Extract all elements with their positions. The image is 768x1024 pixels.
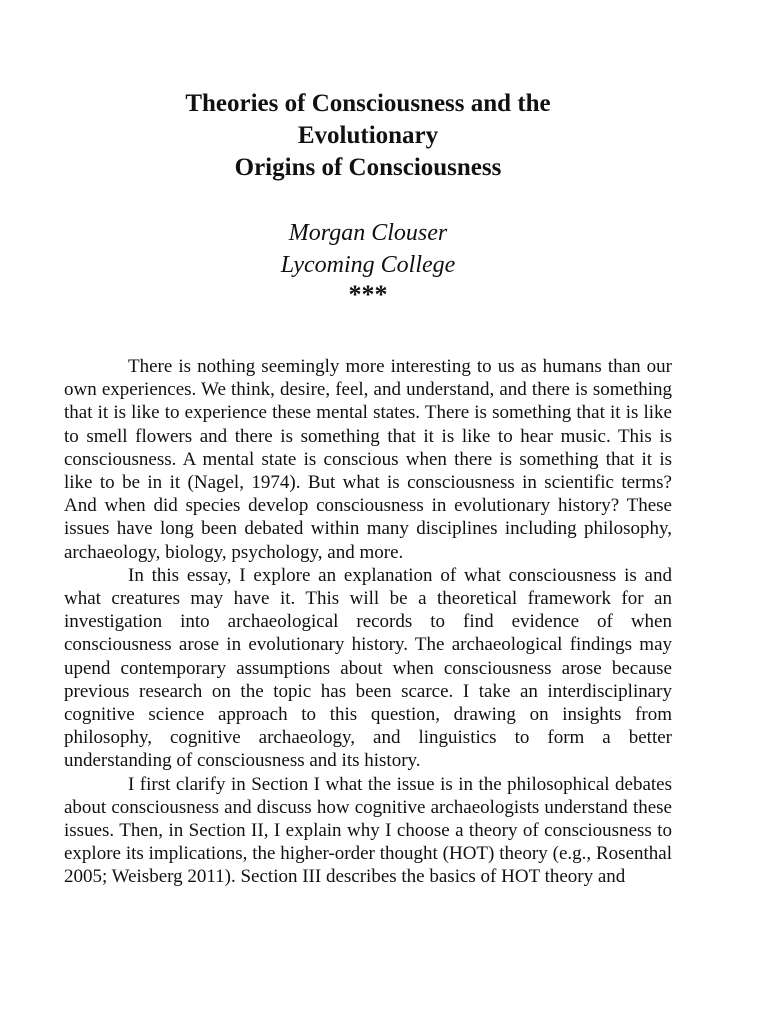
- paper-title: [60, 88, 676, 184]
- body-paragraph: I first clarify in Section I what the issue is in the philosophical debates about consciousness and discuss how cognitive archaeologists understand these issues. Then, in Section II, I explain why I choose a theory of consciousness to explore its implications, the higher-order thought (HOT) theory (e.g., Rosenthal 2005; Weisberg 2011). Section III describes the basics of HOT theory and: [64, 773, 672, 888]
- section-divider: ***: [348, 280, 388, 309]
- author-affiliation: Lycoming College: [280, 252, 456, 278]
- body-paragraph: In this essay, I explore an explanation of what consciousness is and what creatures may have it. This will be a theoretical framework for an investigation into archaeological records to find evidence of when consciousness arose in evolutionary history. The archaeological findings may upend contemporary assumptions about when consciousness arose because previous research on the topic has been scarce. I take an interdisciplinary cognitive science approach to this question, drawing on insights from philosophy, cognitive archaeology, and linguistics to form a better understanding of consciousness and its history.: [64, 564, 672, 772]
- title-line: Evolutionary: [297, 122, 439, 149]
- title-line: Theories of Consciousness and the: [185, 90, 551, 117]
- author-name: Morgan Clouser: [288, 220, 448, 246]
- title-line: Origins of Consciousness: [234, 154, 502, 181]
- body-paragraph: There is nothing seemingly more interesting to us as humans than our own experiences. We think, desire, feel, and understand, and there is something that it is like to experience these mental states. There is something that it is like to smell flowers and there is something that it is like to hear music. This is consciousness. A mental state is conscious when there is something that it is like to be in it (Nagel, 1974). But what is consciousness in scientific terms? And when did species develop consciousness in evolutionary history? These issues have long been debated within many disciplines including philosophy, archaeology, biology, psychology, and more.: [64, 356, 672, 563]
- body-text: [64, 355, 672, 889]
